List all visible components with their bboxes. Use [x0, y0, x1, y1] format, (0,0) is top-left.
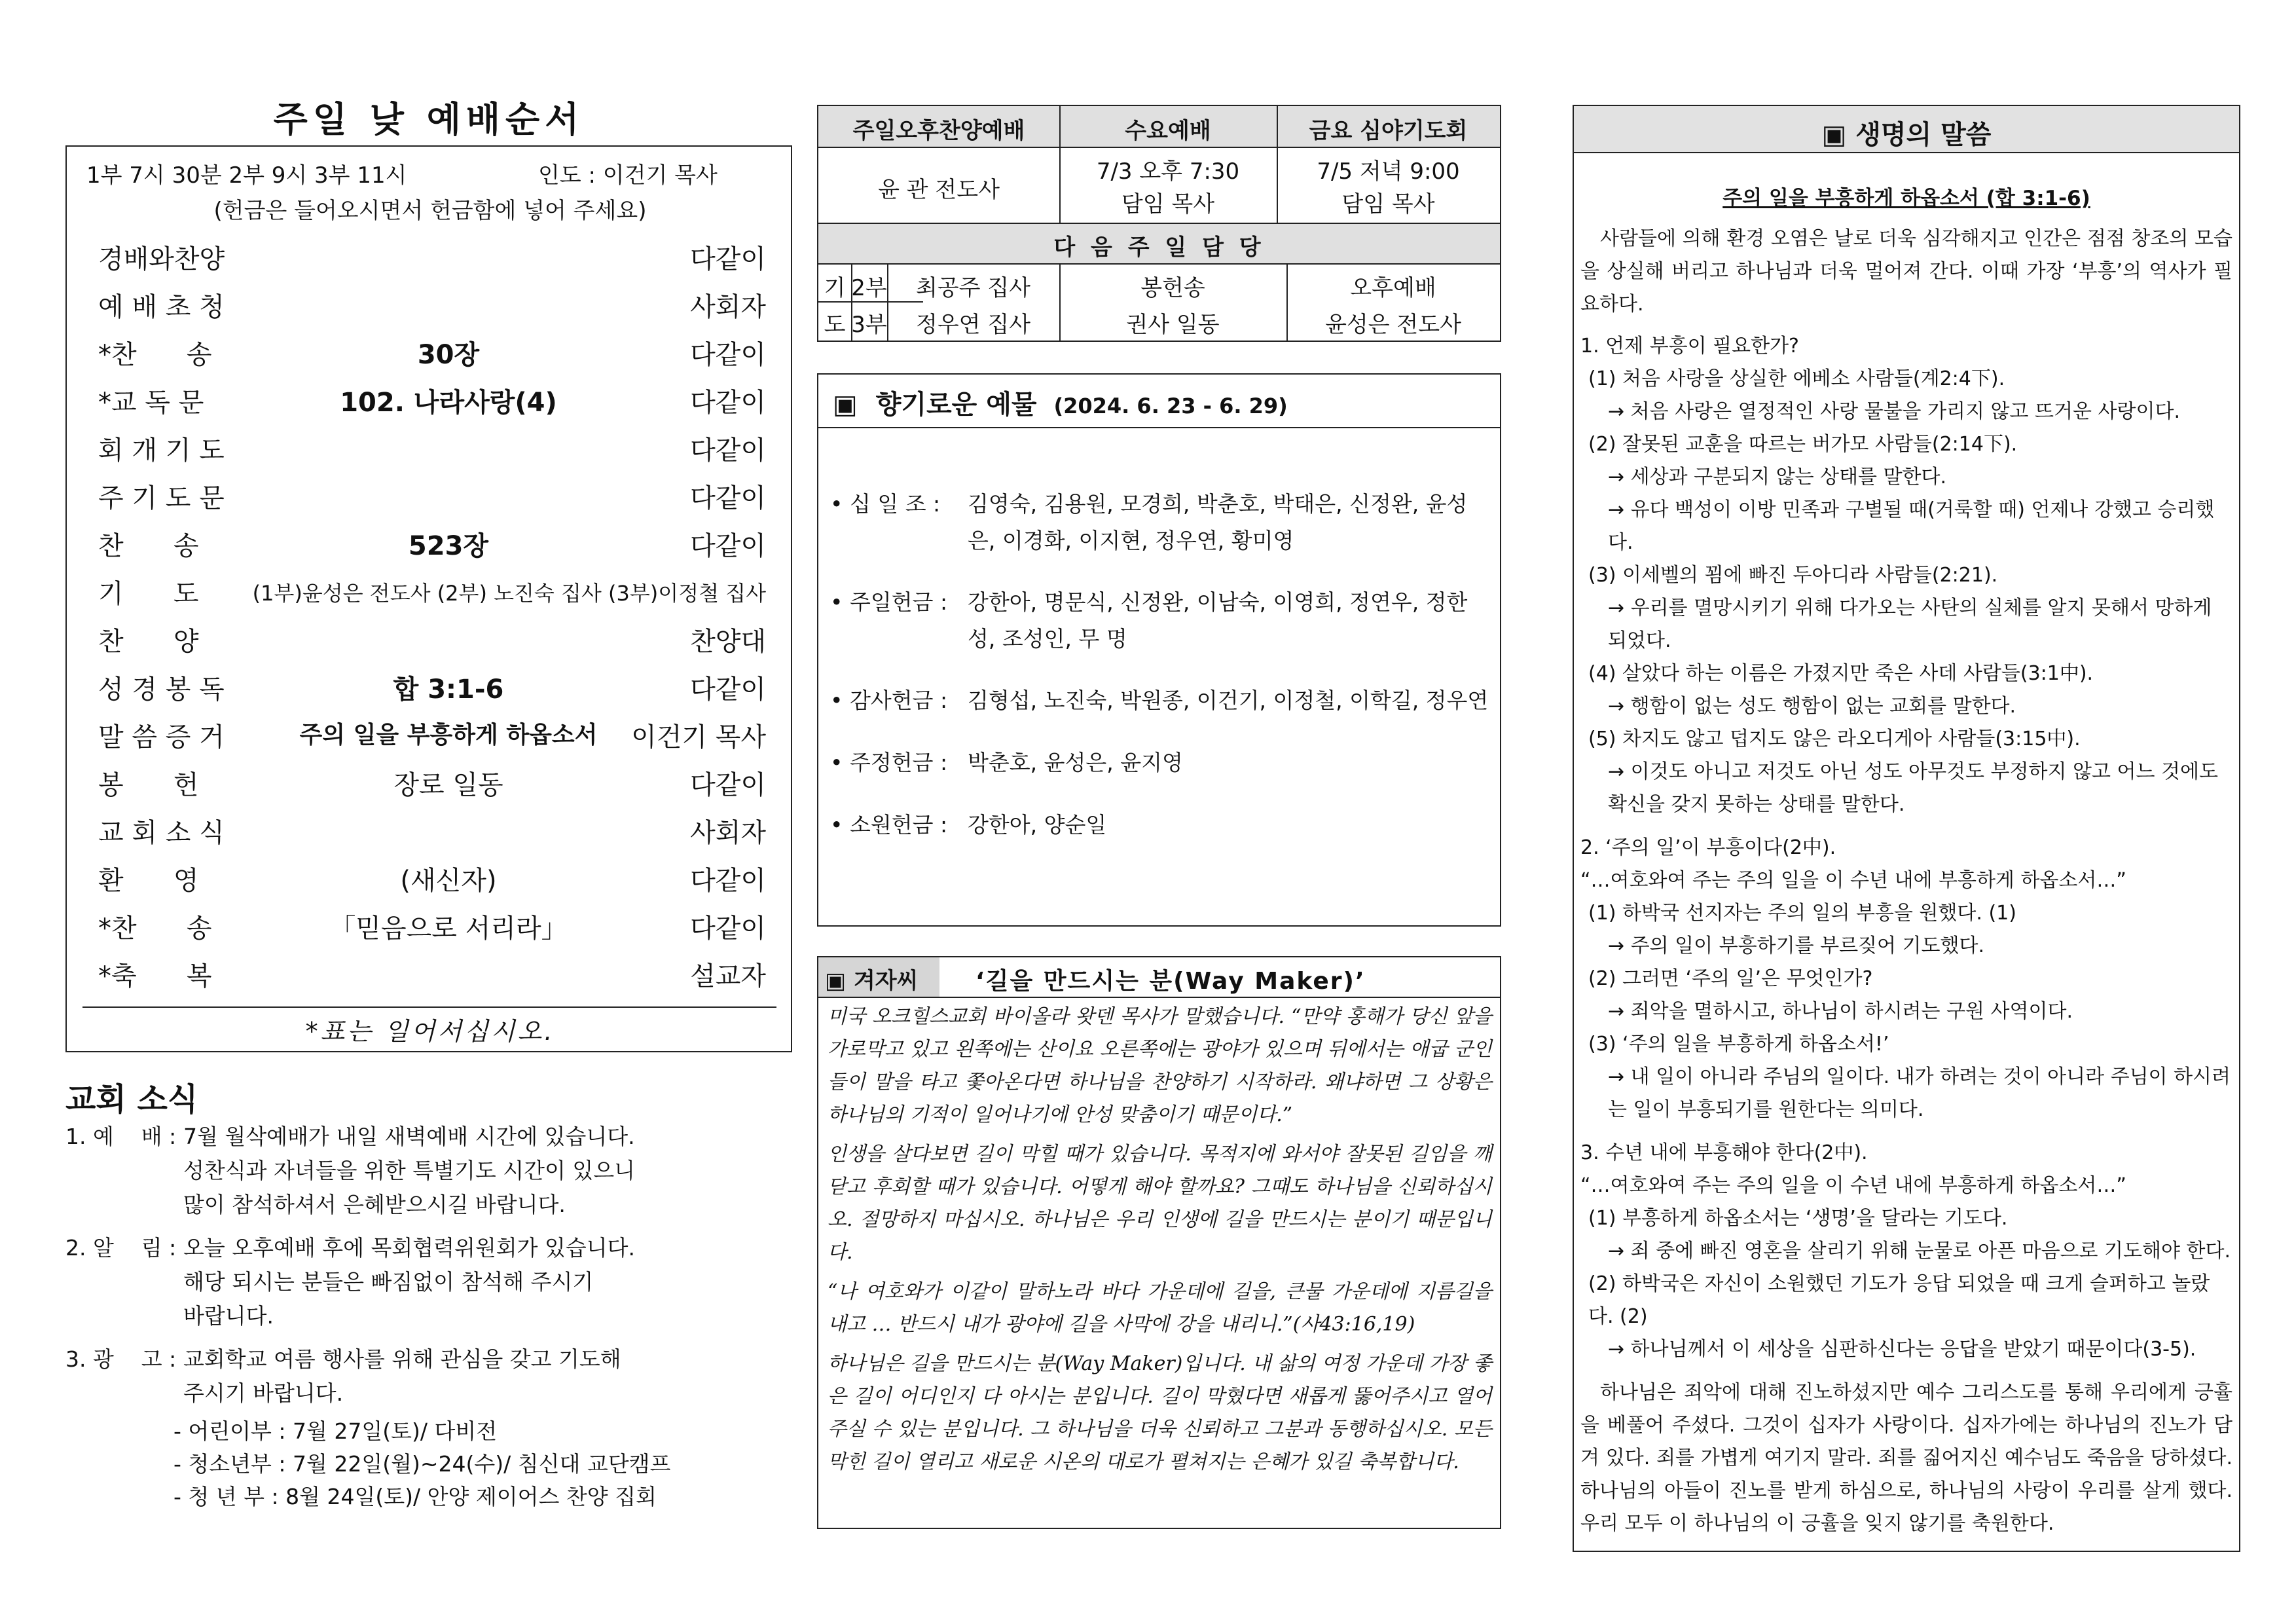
offering-label: • 감사헌금 :	[830, 688, 948, 713]
offertory-label: 봉헌송	[1140, 275, 1205, 301]
order-by: 다같이	[690, 388, 766, 418]
order-item: 예 배 초 청	[98, 292, 225, 322]
sermon-subpoint: → 행함이 없는 성도 행함이 없는 교회를 말한다.	[1608, 695, 2016, 718]
order-item: *교 독 문	[98, 388, 204, 418]
sermon-point: (2) 하박국은 자신이 소원했던 기도가 응답 되었을 때 크게 슬퍼하고 놀랐다. (2)	[1588, 1272, 2210, 1328]
divider	[82, 1006, 776, 1008]
order-row	[98, 477, 766, 523]
news-sub-item: - 어린이부 : 7월 27일(토)/ 다비전	[173, 1418, 498, 1444]
sermon-subpoint: → 내 일이 아니라 주님의 일이다. 내가 하려는 것이 아니라 주님이 하시려는 일이 부흥되기를 원한다는 의미다.	[1608, 1065, 2231, 1121]
section-quote: “…여호와여 주는 주의 일을 이 수년 내에 부흥하게 하옵소서…”	[1580, 869, 2126, 892]
schedule-header: 수요예배	[1125, 118, 1211, 144]
sermon-point: (3) ‘주의 일을 부흥하게 하옵소서!’	[1588, 1033, 1889, 1056]
news-line: 오늘 오후예배 후에 목회협력위원회가 있습니다.	[183, 1235, 636, 1261]
order-row	[98, 812, 766, 858]
offering-names: 강한아, 양순일	[968, 812, 1107, 838]
worship-order-title: 주일 낮 예배순서	[273, 99, 585, 140]
sermon-subtitle: 주의 일을 부흥하게 하옵소서 (합 3:1-6)	[1722, 187, 2090, 210]
order-row	[98, 238, 766, 284]
order-row	[98, 286, 766, 332]
order-by: 다같이	[690, 531, 766, 561]
friday-leader: 담임 목사	[1341, 191, 1435, 217]
order-content: (1부)윤성은 전도사 (2부) 노진숙 집사 (3부)이정철 집사	[252, 581, 766, 606]
prayer-part: 2부	[851, 275, 887, 301]
schedule-header: 금요 심야기도회	[1309, 118, 1468, 144]
news-item	[65, 1342, 792, 1414]
order-item: *찬 송	[98, 340, 212, 370]
news-item	[65, 1231, 792, 1336]
order-content: 523장	[408, 531, 489, 561]
order-item: 회 개 기 도	[98, 435, 225, 466]
news-line: 많이 참석하셔서 은혜받으시길 바랍니다.	[183, 1192, 566, 1217]
offering-label: • 주정헌금 :	[830, 750, 948, 775]
offerings-box	[817, 373, 1501, 927]
sermon-point: (5) 차지도 않고 덥지도 않은 라오디게아 사람들(3:15中).	[1588, 728, 2081, 750]
wednesday-leader: 담임 목사	[1121, 191, 1215, 217]
order-item: 성 경 봉 독	[98, 674, 225, 705]
order-by: 사회자	[690, 818, 766, 848]
worship-order-box	[65, 145, 792, 1052]
order-row	[98, 525, 766, 571]
news-sub-item: - 청 년 부 : 8월 24일(토)/ 안양 제이어스 찬양 집회	[173, 1484, 657, 1509]
offering-group	[830, 584, 1491, 657]
offering-names: 김형섭, 노진숙, 박원종, 이건기, 이정철, 이학길, 정우연	[968, 688, 1489, 713]
order-content: 장로 일동	[393, 770, 503, 800]
offering-label: • 소원헌금 :	[830, 812, 948, 838]
order-item: *찬 송	[98, 913, 212, 944]
sermon-point: (1) 부흥하게 하옵소서는 ‘생명’을 달라는 기도다.	[1588, 1207, 2008, 1230]
friday-time: 7/5 저녁 9:00	[1317, 158, 1460, 185]
order-by: 사회자	[690, 292, 766, 322]
afternoon-leader: 윤성은 전도사	[1325, 312, 1461, 338]
sermon-subpoint: → 죄악을 멸하시고, 하나님이 하시려는 구원 사역이다.	[1608, 1000, 2073, 1023]
essay-paragraph: 미국 오크힐스교회 바이올라 왓덴 목사가 말했습니다. “만약 홍해가 당신 앞을 가로막고 있고 왼쪽에는 산이요 오른쪽에는 광야가 있으며 뒤에서는 애굽 군인들이 말을 타고 쫓아온다면 하나님을 찬양하기 시작하라. 왜냐하면 그 상황은 하나님의 기적이 일어나기에 안성 맞춤이기 때문이다.”	[828, 1005, 1492, 1126]
news-label: 3. 광 고 :	[65, 1346, 177, 1372]
essay-title: ‘길을 만드시는 분(Way Maker)’	[975, 968, 1366, 995]
sermon-header: ▣ 생명의 말씀	[1574, 106, 2239, 153]
service-times: 1부 7시 30분 2부 9시 3부 11시	[86, 162, 407, 189]
order-by: 다같이	[690, 674, 766, 705]
order-by: 다같이	[690, 770, 766, 800]
sermon-point: (3) 이세벨의 꾐에 빠진 두아디라 사람들(2:21).	[1588, 564, 1998, 587]
sermon-intro: 사람들에 의해 환경 오염은 날로 더욱 심각해지고 인간은 점점 창조의 모습을 상실해 버리고 하나님과 더욱 멀어져 간다. 이때 가장 ‘부흥’의 역사가 필요하다.	[1580, 227, 2232, 316]
sermon-subpoint: → 유다 백성이 이방 민족과 구별될 때(거룩할 때) 언제나 강했고 승리했다.	[1608, 498, 2215, 554]
essay-paragraph: “나 여호와가 이같이 말하노라 바다 가운데에 길을, 큰물 가운데에 지름길을 내고 … 반드시 내가 광야에 길을 사막에 강을 내리니.”(사43:16,19)	[828, 1280, 1492, 1336]
essay-header	[818, 957, 1500, 998]
order-row	[98, 334, 766, 380]
news-line: 교회학교 여름 행사를 위해 관심을 갖고 기도해	[183, 1346, 621, 1372]
prayer-label: 기	[824, 275, 846, 301]
sermon-subpoint: → 처음 사랑은 열정적인 사랑 물불을 가리지 않고 뜨거운 사랑이다.	[1608, 400, 2180, 423]
order-item: 환 영	[98, 866, 199, 896]
schedule-table	[817, 105, 1501, 342]
prayer-label: 도	[824, 312, 846, 338]
section-quote: “…여호와여 주는 주의 일을 이 수년 내에 부흥하게 하옵소서…”	[1580, 1174, 2126, 1197]
prayer-name: 최공주 집사	[915, 275, 1031, 301]
order-by: 다같이	[690, 483, 766, 513]
news-line: 7월 월삭예배가 내일 새벽예배 시간에 있습니다.	[183, 1124, 635, 1149]
offering-names: 박춘호, 윤성은, 윤지영	[968, 750, 1183, 775]
news-label: 1. 예 배 :	[65, 1124, 177, 1149]
sermon-subpoint: → 하나님께서 이 세상을 심판하신다는 응답을 받았기 때문이다(3-5).	[1608, 1338, 2196, 1361]
order-by: 다같이	[690, 435, 766, 466]
offering-group	[830, 486, 1491, 559]
order-content: 「믿음으로 서리라」	[329, 913, 568, 944]
wednesday-time: 7/3 오후 7:30	[1096, 158, 1240, 185]
order-row	[98, 621, 766, 667]
square-icon: ▣	[833, 390, 858, 420]
offerings-title: 향기로운 예물	[875, 390, 1037, 420]
order-content: 주의 일을 부흥하게 하옵소서	[299, 722, 598, 748]
offerings-header	[818, 375, 1500, 428]
news-sub-item: - 청소년부 : 7월 22일(월)~24(수)/ 침신대 교단캠프	[173, 1451, 671, 1477]
order-item: 교 회 소 식	[98, 818, 225, 848]
prayer-name: 정우연 집사	[915, 312, 1031, 338]
essay-body	[828, 1001, 1492, 1485]
order-by: 다같이	[690, 244, 766, 274]
offering-group	[830, 807, 1491, 843]
news-line: 성찬식과 자녀들을 위한 특별기도 시간이 있으니	[183, 1158, 636, 1183]
essay-paragraph: 하나님은 길을 만드시는 분(Way Maker)입니다. 내 삶의 여정 가운데 가장 좋은 길이 어디인지 다 아시는 분입니다. 길이 막혔다면 새롭게 뚫어주시고 열어주실 수 있는 분입니다. 그 하나님을 더욱 신뢰하고 그분과 동행하십시오. 모든 막힌 길이 열리고 새로운 시온의 대로가 펼쳐지는 은혜가 있길 축복합니다.	[828, 1352, 1492, 1473]
section-title: 2. ‘주의 일’이 부흥이다(2中).	[1580, 836, 1836, 859]
order-row	[98, 860, 766, 906]
order-item: *축 복	[98, 961, 212, 991]
order-by: 이건기 목사	[631, 722, 766, 752]
order-content: 합 3:1-6	[393, 674, 504, 705]
offering-label: • 주일헌금 :	[830, 589, 948, 615]
order-content: (새신자)	[400, 866, 497, 896]
order-row	[98, 764, 766, 810]
order-row	[98, 669, 766, 714]
order-row	[98, 908, 766, 953]
news-item	[65, 1120, 792, 1225]
sermon-subpoint: → 우리를 멸망시키기 위해 다가오는 사탄의 실체를 알지 못해서 망하게 되었다.	[1608, 597, 2212, 652]
order-row	[98, 955, 766, 1001]
news-label: 2. 알 림 :	[65, 1235, 177, 1261]
sunday-pm-leader: 윤 관 전도사	[878, 177, 1000, 203]
sermon-subpoint: → 이것도 아니고 저것도 아닌 성도 아무것도 부정하지 않고 어느 것에도 확신을 갖지 못하는 상태를 말한다.	[1608, 760, 2218, 816]
order-row	[98, 716, 766, 762]
offertory-leader: 권사 일동	[1126, 312, 1220, 338]
offering-group	[830, 745, 1491, 781]
church-news-title: 교회 소식	[65, 1081, 198, 1118]
sermon-point: (2) 그러면 ‘주의 일’은 무엇인가?	[1588, 967, 1873, 990]
essay-tag: ▣ 겨자씨	[818, 957, 939, 997]
order-row	[98, 573, 766, 619]
offering-label: • 십 일 조 :	[830, 491, 941, 517]
order-item: 말 씀 증 거	[98, 722, 225, 752]
news-line: 바랍니다.	[183, 1303, 274, 1329]
sermon-box	[1573, 105, 2240, 1552]
order-row	[98, 382, 766, 428]
order-by: 다같이	[690, 913, 766, 944]
order-item: 찬 양	[98, 627, 199, 657]
prayer-part: 3부	[851, 312, 887, 338]
offering-names: 김영숙, 김용원, 모경희, 박춘호, 박태은, 신정완, 윤성은, 이경화, 이지현, 정우연, 황미영	[968, 491, 1468, 553]
news-line: 주시기 바랍니다.	[183, 1380, 344, 1406]
sermon-point: (4) 살았다 하는 이름은 가졌지만 죽은 사데 사람들(3:1中).	[1588, 662, 2094, 685]
sermon-conclusion: 하나님은 죄악에 대해 진노하셨지만 예수 그리스도를 통해 우리에게 긍휼을 베풀어 주셨다. 그것이 십자가 사랑이다. 십자가에는 하나님의 진노가 담겨 있다. 죄를 가볍게 여기지 말라. 죄를 짊어지신 예수님도 죽음을 당하셨다. 하나님의 아들이 진노를 받게 하심으로, 하나님의 사랑이 우리를 살게 했다. 우리 모두 이 하나님의 이 긍휼을 잊지 않기를 축원한다.	[1580, 1381, 2232, 1535]
service-leader: 인도 : 이건기 목사	[538, 162, 718, 189]
order-item: 기 도	[98, 579, 199, 609]
sermon-body	[1580, 223, 2232, 1549]
offering-note: (헌금은 들어오시면서 헌금함에 넣어 주세요)	[213, 198, 647, 224]
sermon-subpoint: → 죄 중에 빠진 영혼을 살리기 위해 눈물로 아픈 마음으로 기도해야 한다.	[1608, 1240, 2231, 1263]
offering-group	[830, 682, 1491, 719]
order-content: 102. 나라사랑(4)	[340, 388, 557, 418]
order-by: 찬양대	[690, 627, 766, 657]
news-line: 해당 되시는 분들은 빠짐없이 참석해 주시기	[183, 1269, 594, 1295]
sermon-point: (1) 처음 사랑을 상실한 에베소 사람들(계2:4下).	[1588, 367, 2005, 390]
sermon-subpoint: → 주의 일이 부흥하기를 부르짖어 기도했다.	[1608, 934, 1985, 957]
stand-note: *표는 일어서십시오.	[305, 1017, 555, 1046]
essay-paragraph: 인생을 살다보면 길이 막힐 때가 있습니다. 목적지에 와서야 잘못된 길임을 깨닫고 후회할 때가 있습니다. 어떻게 해야 할까요? 그때도 하나님을 신뢰하십시오. 절망하지 마십시오. 하나님은 우리 인생에 길을 만드시는 분이기 때문입니다.	[828, 1143, 1492, 1264]
order-by: 다같이	[690, 340, 766, 370]
offerings-period: (2024. 6. 23 - 6. 29)	[1053, 394, 1288, 418]
next-week-title: 다 음 주 일 담 당	[1053, 234, 1265, 261]
order-item: 찬 송	[98, 531, 199, 561]
schedule-header: 주일오후찬양예배	[852, 118, 1025, 144]
sermon-point: (1) 하박국 선지자는 주의 일의 부흥을 원했다. (1)	[1588, 902, 2016, 925]
sermon-point: (2) 잘못된 교훈을 따르는 버가모 사람들(2:14下).	[1588, 433, 2018, 456]
afternoon-label: 오후예배	[1350, 275, 1436, 301]
order-by: 설교자	[690, 961, 766, 991]
order-content: 30장	[417, 340, 480, 370]
section-title: 3. 수년 내에 부흥해야 한다(2中).	[1580, 1141, 1868, 1164]
order-item: 봉 헌	[98, 770, 199, 800]
order-by: 다같이	[690, 866, 766, 896]
order-item: 주 기 도 문	[98, 483, 225, 513]
section-title: 1. 언제 부흥이 필요한가?	[1580, 335, 1799, 358]
order-item: 경배와찬양	[98, 244, 225, 274]
offering-names: 강한아, 명문식, 신정완, 이남숙, 이영희, 정연우, 정한성, 조성인, 무 명	[968, 589, 1468, 652]
mustard-seed-box	[817, 956, 1501, 1529]
order-row	[98, 430, 766, 475]
sermon-subpoint: → 세상과 구분되지 않는 상태를 말한다.	[1608, 466, 1947, 489]
